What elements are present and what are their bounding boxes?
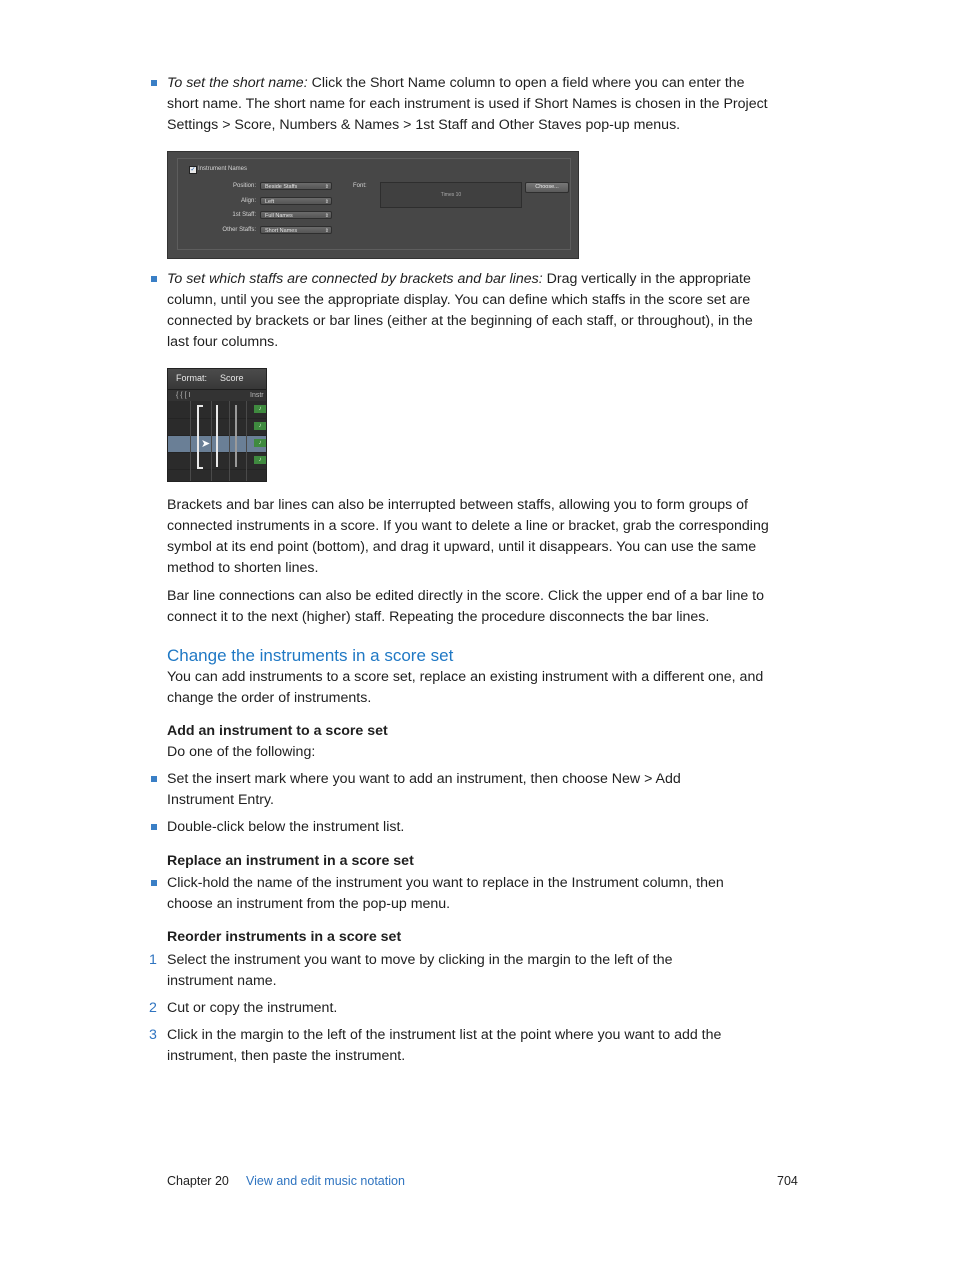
- paragraph-text: You can add instruments to a score set, replace an existing instrument with a different one, and: [167, 669, 764, 685]
- instrument-icon: ♪: [254, 422, 266, 430]
- page-number: 704: [777, 1174, 798, 1188]
- brackets-screenshot: [167, 368, 267, 482]
- step-number: 3: [149, 1027, 157, 1043]
- list-item: [167, 769, 797, 811]
- other-staffs-value: Short Names: [265, 228, 298, 234]
- cursor-icon: ➤: [201, 438, 211, 450]
- format-value[interactable]: Score: [220, 373, 244, 383]
- step-text: Select the instrument you want to move by clicking in the margin to the left of the: [167, 952, 673, 968]
- paragraph-text: connect it to the next (higher) staff. Repeating the procedure disconnects the bar lines.: [167, 609, 710, 625]
- font-preview: Times 10: [380, 182, 522, 208]
- bullet-marker: [151, 80, 157, 86]
- font-label: Font:: [353, 183, 367, 189]
- subheading-reorder: Reorder instruments in a score set: [167, 929, 402, 945]
- column-divider: [190, 401, 191, 481]
- bracket-columns: { { [ I: [176, 392, 191, 399]
- popup-arrow-icon: ⇕: [324, 199, 329, 205]
- list-item-text: Double-click below the instrument list.: [167, 819, 405, 835]
- list-item-text: choose an instrument from the pop-up menu.: [167, 896, 451, 912]
- list-item: [167, 817, 797, 838]
- step-text: instrument, then paste the instrument.: [167, 1048, 406, 1064]
- list-item-text: Click-hold the name of the instrument you want to replace in the Instrument column, then: [167, 875, 724, 891]
- position-value: Beside Staffs: [265, 184, 298, 190]
- subheading-replace: Replace an instrument in a score set: [167, 853, 414, 869]
- align-popup[interactable]: [260, 197, 332, 205]
- footer-chapter-link[interactable]: View and edit music notation: [246, 1174, 405, 1188]
- popup-arrow-icon: ⇕: [324, 213, 329, 219]
- instrument-names-screenshot: [167, 151, 579, 259]
- bullet-marker: [151, 880, 157, 886]
- bar-line[interactable]: [235, 405, 237, 467]
- bullet-text: connected by brackets or bar lines (either at the beginning of each staff, or throughout), in the: [167, 313, 753, 329]
- list-item-text: Set the insert mark where you want to add an instrument, then choose New > Add: [167, 771, 681, 787]
- bullet-text: Drag vertically in the appropriate: [542, 271, 751, 287]
- step-text: Cut or copy the instrument.: [167, 1000, 338, 1016]
- footer-chapter: Chapter 20: [167, 1174, 229, 1188]
- instrument-names-panel: [177, 158, 571, 250]
- step-number: 2: [149, 1000, 157, 1016]
- format-bar: [168, 369, 266, 390]
- bullet-lead: To set which staffs are connected by brackets and bar lines:: [167, 271, 543, 287]
- column-divider: [211, 401, 212, 481]
- choose-button[interactable]: Choose...: [525, 182, 569, 193]
- bar-line[interactable]: [216, 405, 218, 467]
- step-number: 1: [149, 952, 157, 968]
- list-item: [167, 873, 797, 915]
- paragraph-text: method to shorten lines.: [167, 560, 319, 576]
- instrument-icon: ♪: [254, 456, 266, 464]
- align-label: Align:: [240, 198, 256, 204]
- bullet-marker: [151, 824, 157, 830]
- bullet-text: Settings > Score, Numbers & Names > 1st Staff and Other Staves pop-up menus.: [167, 117, 681, 133]
- other-staffs-label: Other Staffs:: [222, 227, 256, 233]
- paragraph-text: symbol at its end point (bottom), and drag it upward, until it disappears. You can use the same: [167, 539, 757, 555]
- position-label: Position:: [232, 183, 256, 189]
- step-item: [167, 950, 797, 992]
- popup-arrow-icon: ⇕: [324, 228, 329, 234]
- column-divider: [229, 401, 230, 481]
- paragraph-bar-line-connections: [167, 586, 797, 628]
- bullet-short-name: [167, 73, 797, 136]
- paragraph-text: Brackets and bar lines can also be interrupted between staffs, allowing you to form groups of: [167, 497, 748, 513]
- bullet-brackets: [167, 269, 797, 353]
- instrument-icon: ♪: [254, 405, 266, 413]
- checkbox-label: Instrument Names: [198, 166, 248, 172]
- step-text: Click in the margin to the left of the instrument list at the point where you want to add the: [167, 1027, 722, 1043]
- position-popup[interactable]: [260, 182, 332, 190]
- bullet-text: last four columns.: [167, 334, 279, 350]
- section-heading: Change the instruments in a score set: [167, 646, 454, 665]
- section-intro: [167, 667, 797, 709]
- step-text: instrument name.: [167, 973, 277, 989]
- paragraph-text: connected instruments in a score. If you want to delete a line or bracket, grab the corresponding: [167, 518, 769, 534]
- paragraph-text: Bar line connections can also be edited directly in the score. Click the upper end of a bar line to: [167, 588, 765, 604]
- step-item: [167, 998, 797, 1019]
- popup-arrow-icon: ⇕: [324, 184, 329, 190]
- list-item-text: Instrument Entry.: [167, 792, 274, 808]
- bullet-marker: [151, 276, 157, 282]
- first-staff-value: Full Names: [265, 213, 293, 219]
- step-item: [167, 1025, 797, 1067]
- instrument-icon: ♪: [254, 439, 266, 447]
- paragraph-brackets-interrupted: [167, 495, 797, 579]
- bullet-text: Click the Short Name column to open a field where you can enter the: [307, 75, 745, 91]
- subheading-add: Add an instrument to a score set: [167, 723, 388, 739]
- instrument-names-checkbox[interactable]: ✓: [190, 167, 196, 173]
- column-header: [168, 390, 266, 401]
- paragraph-text: change the order of instruments.: [167, 690, 372, 706]
- first-staff-popup[interactable]: [260, 211, 332, 219]
- bullet-lead: To set the short name:: [167, 75, 308, 91]
- add-lead: Do one of the following:: [167, 744, 316, 760]
- bullet-text: short name. The short name for each instrument is used if Short Names is chosen in the Project: [167, 96, 768, 112]
- format-label: Format:: [176, 373, 208, 383]
- column-divider: [246, 401, 247, 481]
- align-value: Left: [265, 199, 275, 205]
- first-staff-label: 1st Staff:: [232, 212, 256, 218]
- other-staffs-popup[interactable]: [260, 226, 332, 234]
- instrument-column: Instr: [250, 392, 264, 399]
- bullet-text: column, until you see the appropriate display. You can define which staffs in the score set are: [167, 292, 751, 308]
- bullet-marker: [151, 776, 157, 782]
